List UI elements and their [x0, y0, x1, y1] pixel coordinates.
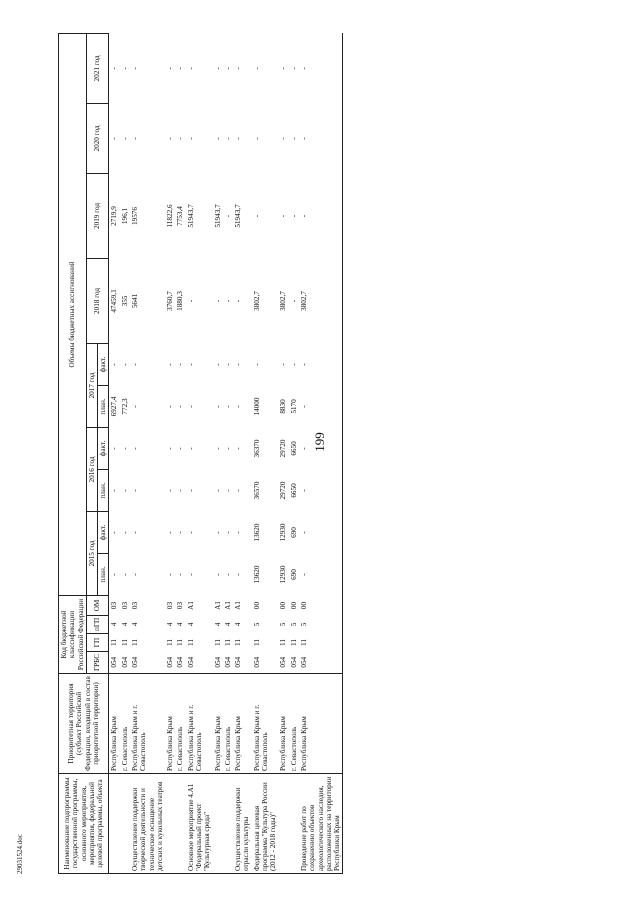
cell-grbs: 054: [213, 656, 222, 668]
cell-p17: -: [166, 405, 175, 408]
cell-om: 00: [252, 601, 261, 610]
cell-name: [109, 774, 120, 874]
cell-p17: 8830: [279, 399, 288, 414]
cell-f17: -: [252, 363, 261, 366]
cell-y20: -: [176, 137, 185, 140]
cell-f17: -: [234, 363, 243, 366]
cell-f17: -: [120, 363, 129, 366]
cell-p15: -: [176, 573, 185, 576]
cell-gp: 11: [120, 639, 129, 646]
cell-f16: -: [223, 447, 232, 450]
col-header-plan: план.: [98, 553, 109, 595]
cell-y20: -: [213, 137, 222, 140]
cell-f15: -: [120, 531, 129, 534]
cell-p16: -: [223, 489, 232, 492]
cell-p15: -: [223, 573, 232, 576]
cell-y19: -: [279, 214, 288, 218]
cell-territory: Республика Крым и г. Севастополь: [186, 674, 213, 774]
cell-om: 00: [299, 595, 343, 615]
cell-y19: 196,1: [120, 207, 129, 225]
cell-f17: -: [166, 363, 175, 366]
cell-territory: Республика Крым: [109, 674, 120, 774]
table-row: [120, 33, 130, 873]
cell-y18: 355: [120, 295, 129, 307]
cell-om: A1: [213, 601, 222, 610]
cell-grbs: 054: [120, 656, 129, 668]
cell-f16: -: [110, 447, 119, 450]
cell-pgp: 5: [299, 616, 343, 634]
cell-name: Основное мероприятие 4.A1 "Федеральный проект "Культурная среда": [186, 774, 213, 874]
cell-gp: 11: [213, 639, 222, 646]
cell-p15: 12930: [279, 565, 288, 584]
table-row: [223, 33, 233, 873]
cell-y19: -: [299, 173, 343, 258]
cell-p15: -: [213, 573, 222, 576]
cell-p15: -: [234, 573, 243, 576]
cell-grbs: 054: [176, 656, 185, 668]
cell-y18: 3802,7: [299, 258, 343, 343]
cell-p17: 14000: [252, 397, 261, 416]
cell-territory: г. Севастополь: [289, 674, 299, 774]
cell-grbs: 054: [252, 656, 261, 668]
cell-y21: -: [186, 67, 195, 70]
cell-f16: 36370: [252, 439, 261, 458]
cell-f16: -: [120, 447, 129, 450]
cell-gp: 11: [223, 639, 232, 646]
cell-name: [165, 774, 175, 874]
cell-p15: -: [186, 573, 195, 576]
col-header-allocations: Объемы бюджетных ассигнований: [59, 33, 87, 595]
cell-om: 03: [110, 601, 119, 610]
cell-f16: -: [234, 447, 243, 450]
cell-om: 03: [120, 601, 129, 610]
table-row: [252, 33, 279, 873]
table-row: [175, 33, 185, 873]
cell-y21: -: [120, 67, 129, 70]
cell-p17: 5170: [289, 399, 298, 414]
cell-gp: 11: [176, 639, 185, 646]
cell-f15: -: [234, 531, 243, 534]
cell-territory: г. Севастополь: [223, 674, 233, 774]
cell-p16: 36570: [252, 481, 261, 500]
cell-y20: -: [289, 137, 298, 140]
rotated-page: [58, 34, 598, 874]
cell-pgp: 5: [252, 622, 261, 627]
cell-p16: 29720: [279, 481, 288, 500]
table-body: [109, 33, 343, 873]
cell-f17: -: [223, 363, 232, 366]
cell-om: A1: [186, 601, 195, 610]
cell-pgp: 4: [120, 622, 129, 627]
cell-gp: 11: [234, 639, 243, 646]
cell-y19: 2719,9: [110, 206, 119, 226]
cell-grbs: 054: [279, 656, 288, 668]
cell-f17: -: [279, 363, 288, 366]
budget-table: [58, 33, 343, 874]
col-header-grbs: ГРБС: [86, 652, 109, 674]
cell-f17: -: [176, 363, 185, 366]
cell-grbs: 054: [186, 656, 195, 668]
cell-territory: Республика Крым и г. Севастополь: [130, 674, 165, 774]
col-header-plan: план.: [98, 385, 109, 427]
col-header-2015: 2015 год: [86, 511, 97, 595]
table-row: [213, 33, 223, 873]
cell-f15: -: [176, 531, 185, 534]
cell-om: A1: [234, 601, 243, 610]
cell-grbs: 054: [289, 656, 298, 668]
cell-y18: 47459,1: [110, 289, 119, 313]
cell-gp: 11: [166, 639, 175, 646]
cell-p15: -: [110, 573, 119, 576]
col-header-pgp: пГП: [86, 616, 109, 634]
cell-pgp: 5: [289, 622, 298, 627]
cell-y21: -: [166, 67, 175, 70]
page-number: 199: [312, 432, 327, 452]
cell-p16: -: [299, 469, 343, 511]
cell-y21: -: [299, 33, 343, 103]
cell-f15: -: [186, 531, 195, 534]
col-header-gp: ГП: [86, 634, 109, 652]
cell-name: [289, 774, 299, 874]
cell-p16: -: [186, 489, 195, 492]
cell-territory: Республика Крым: [278, 674, 288, 774]
cell-grbs: 054: [234, 656, 243, 668]
cell-grbs: 054: [223, 656, 232, 668]
cell-y19: 7753,4: [176, 206, 185, 226]
cell-f17: -: [130, 363, 139, 366]
cell-grbs: 054: [299, 652, 343, 674]
cell-y19: 51943,7: [234, 204, 243, 228]
cell-pgp: 4: [213, 622, 222, 627]
cell-y20: -: [120, 137, 129, 140]
cell-p16: -: [166, 489, 175, 492]
cell-y18: -: [213, 299, 222, 303]
cell-y18: -: [186, 299, 195, 303]
cell-p17: -: [176, 405, 185, 408]
cell-f17: -: [299, 343, 343, 385]
col-header-2020: 2020 год: [86, 103, 109, 173]
cell-territory: г. Севастополь: [120, 674, 130, 774]
cell-y20: -: [166, 137, 175, 140]
cell-name: [223, 774, 233, 874]
cell-f15: -: [213, 531, 222, 534]
cell-name: Федеральная целевая программа "Культура России (2012 - 2018 годы)": [252, 774, 279, 874]
cell-p15: 690: [289, 569, 298, 580]
cell-name: Проведение работ по сохранению объектов археологического наследия, расположенных на территории Республики Крым: [299, 774, 343, 874]
cell-y18: -: [289, 299, 298, 303]
col-header-fact: факт.: [98, 427, 109, 469]
cell-p15: -: [166, 573, 175, 576]
cell-territory: Республика Крым: [165, 674, 175, 774]
cell-y18: 3760,7: [166, 291, 175, 311]
cell-grbs: 054: [166, 656, 175, 668]
cell-y21: -: [213, 67, 222, 70]
cell-p16: -: [213, 489, 222, 492]
cell-territory: Республика Крым и г. Севастополь: [252, 674, 279, 774]
footer-filename: 29031524.doc: [16, 834, 24, 874]
col-header-territory: Приоритетная территория (субъект Российской Федерации, входящий в состав приоритетной территории): [59, 674, 109, 774]
cell-pgp: 5: [279, 622, 288, 627]
col-header-2018: 2018 год: [86, 258, 109, 343]
table-row: [130, 33, 165, 873]
col-header-fact: факт.: [98, 343, 109, 385]
cell-y18: 3802,7: [252, 291, 261, 311]
col-header-2016: 2016 год: [86, 427, 97, 511]
cell-f16: -: [213, 447, 222, 450]
cell-p15: 13620: [252, 565, 261, 584]
cell-y19: 19576: [130, 207, 139, 225]
cell-p16: -: [176, 489, 185, 492]
col-header-2021: 2021 год: [86, 33, 109, 103]
cell-p17: -: [130, 405, 139, 408]
table-row: [186, 33, 213, 873]
cell-f15: -: [130, 531, 139, 534]
cell-f16: -: [176, 447, 185, 450]
col-header-plan: план.: [98, 469, 109, 511]
cell-gp: 11: [252, 639, 261, 646]
cell-f15: -: [223, 531, 232, 534]
col-header-om: ОМ: [86, 595, 109, 615]
cell-om: 00: [289, 601, 298, 610]
cell-om: 03: [176, 601, 185, 610]
cell-om: A1: [223, 601, 232, 610]
cell-territory: Республика Крым: [213, 674, 223, 774]
table-row: [299, 33, 343, 873]
cell-name: [120, 774, 130, 874]
cell-f16: 6650: [289, 441, 298, 456]
cell-pgp: 4: [166, 622, 175, 627]
cell-y19: -: [252, 214, 261, 218]
cell-f15: 690: [289, 527, 298, 538]
cell-gp: 11: [289, 639, 298, 646]
cell-y19: 51943,7: [213, 204, 222, 228]
cell-f17: -: [289, 363, 298, 366]
cell-gp: 11: [130, 639, 139, 646]
cell-name: Осуществление поддержки творческой деятельности и техническое оснащение детских и кукольных театров: [130, 774, 165, 874]
cell-y18: -: [234, 299, 243, 303]
cell-f16: 29720: [279, 439, 288, 458]
cell-p17: -: [186, 405, 195, 408]
cell-p15: -: [120, 573, 129, 576]
cell-pgp: 4: [186, 622, 195, 627]
cell-y18: 5641: [130, 293, 139, 309]
cell-f16: -: [130, 447, 139, 450]
cell-y19: 11822,6: [166, 204, 175, 228]
cell-y21: -: [234, 67, 243, 70]
cell-y20: -: [279, 137, 288, 140]
cell-y20: -: [234, 137, 243, 140]
cell-y20: -: [110, 137, 119, 140]
cell-gp: 11: [299, 634, 343, 652]
cell-y18: 1880,3: [176, 291, 185, 311]
cell-y19: -: [223, 214, 232, 218]
table-row: [165, 33, 175, 873]
cell-y21: -: [223, 67, 232, 70]
cell-f15: -: [166, 531, 175, 534]
cell-gp: 11: [110, 639, 119, 646]
cell-f17: -: [186, 363, 195, 366]
col-header-name: Наименование подпрограммы государственной программы, основного мероприятия, мероприятия, федеральной целевой программы, объекта: [59, 774, 109, 874]
cell-y18: 3802,7: [279, 291, 288, 311]
col-header-budget-code: Код бюджетной классификации Российской Федерации: [59, 595, 87, 673]
table-row: [233, 33, 252, 873]
cell-p17: -: [223, 405, 232, 408]
cell-pgp: 4: [234, 622, 243, 627]
cell-p17: -: [213, 405, 222, 408]
cell-y20: -: [130, 137, 139, 140]
cell-y19: 51943,7: [186, 204, 195, 228]
cell-y20: -: [252, 137, 261, 140]
cell-y20: -: [299, 103, 343, 173]
cell-y21: -: [279, 67, 288, 70]
cell-pgp: 4: [130, 622, 139, 627]
cell-y21: -: [289, 67, 298, 70]
cell-f17: -: [110, 363, 119, 366]
cell-y21: -: [130, 67, 139, 70]
cell-y18: -: [223, 299, 232, 303]
cell-name: [213, 774, 223, 874]
cell-y21: -: [252, 67, 261, 70]
cell-om: 03: [130, 601, 139, 610]
cell-f17: -: [213, 363, 222, 366]
cell-f16: -: [299, 427, 343, 469]
cell-grbs: 054: [130, 656, 139, 668]
table-row: [109, 33, 120, 873]
table-row: [278, 33, 288, 873]
cell-p16: -: [120, 489, 129, 492]
col-header-2017: 2017 год: [86, 343, 97, 427]
cell-y21: -: [110, 67, 119, 70]
cell-y21: -: [176, 67, 185, 70]
cell-f15: -: [299, 511, 343, 553]
cell-grbs: 054: [110, 656, 119, 668]
cell-gp: 11: [186, 639, 195, 646]
cell-gp: 11: [279, 639, 288, 646]
cell-p15: -: [130, 573, 139, 576]
table-header: [59, 33, 109, 873]
cell-p17: 772,3: [120, 398, 129, 415]
table-row: [289, 33, 299, 873]
cell-p16: -: [234, 489, 243, 492]
cell-territory: г. Севастополь: [175, 674, 185, 774]
cell-p16: -: [110, 489, 119, 492]
cell-f16: -: [186, 447, 195, 450]
cell-p16: -: [130, 489, 139, 492]
cell-name: [175, 774, 185, 874]
cell-y20: -: [223, 137, 232, 140]
cell-y19: -: [289, 214, 298, 218]
cell-f16: -: [166, 447, 175, 450]
cell-p17: -: [299, 385, 343, 427]
cell-p17: -: [234, 405, 243, 408]
col-header-fact: факт.: [98, 511, 109, 553]
cell-pgp: 4: [110, 622, 119, 627]
cell-pgp: 4: [223, 622, 232, 627]
cell-y20: -: [186, 137, 195, 140]
cell-territory: Республика Крым: [299, 674, 343, 774]
cell-p15: -: [299, 553, 343, 595]
cell-p16: 6650: [289, 483, 298, 498]
col-header-2019: 2019 год: [86, 173, 109, 258]
cell-pgp: 4: [176, 622, 185, 627]
cell-name: Осуществление поддержки отрасли культуры: [233, 774, 252, 874]
cell-name: [278, 774, 288, 874]
cell-f15: 12930: [279, 523, 288, 542]
cell-territory: Республика Крым: [233, 674, 252, 774]
cell-om: 03: [166, 601, 175, 610]
cell-f15: -: [110, 531, 119, 534]
cell-p17: 6927,4: [110, 396, 119, 417]
cell-om: 00: [279, 601, 288, 610]
cell-f15: 13620: [252, 523, 261, 542]
